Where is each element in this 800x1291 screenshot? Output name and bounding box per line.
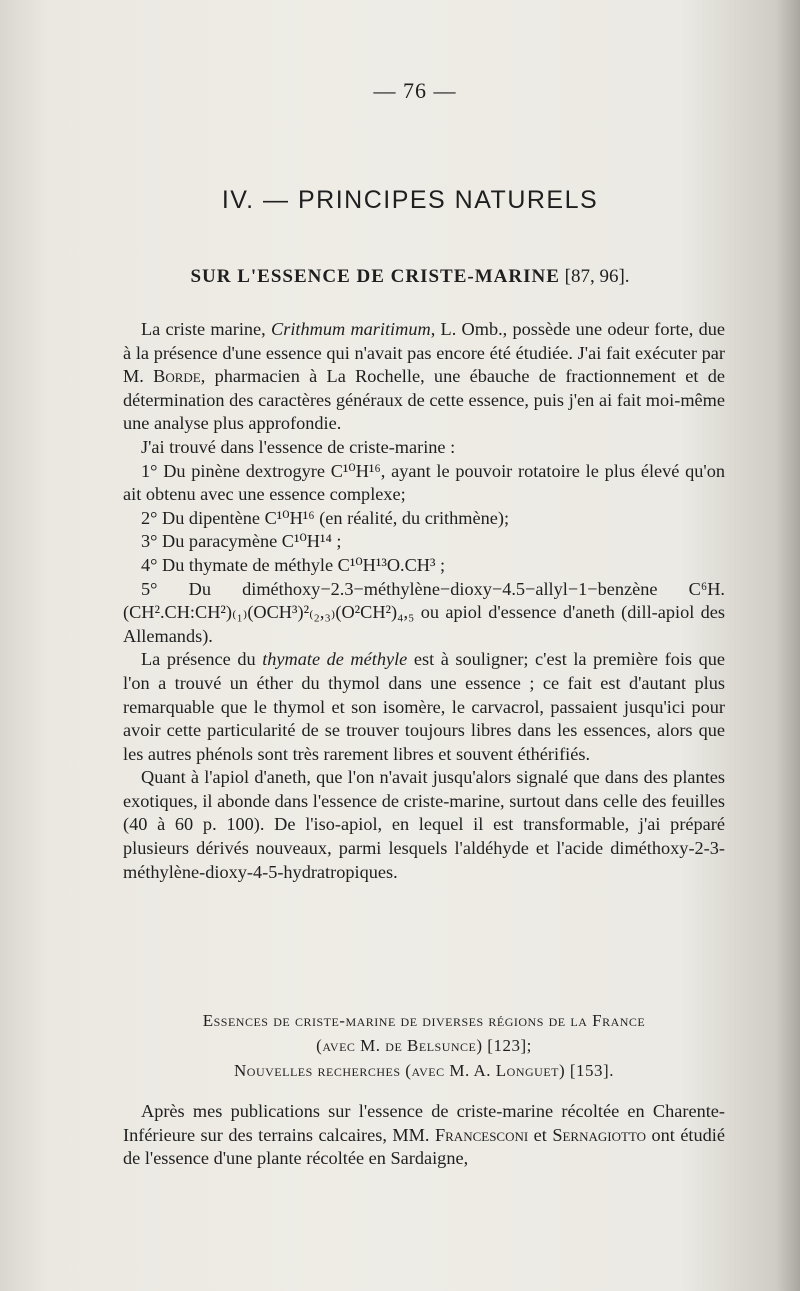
paragraph: Quant à l'apiol d'aneth, que l'on n'avait jusqu'alors signalé que dans des plantes exotiques, il abonde dans l'essence de criste-marine, surtout dans celle des feuilles (40 à 60 p. 100). De l'iso-apiol, en lequel il est transformable, j'ai préparé plusieurs dérivés nouveaux, parmi lesquels l'aldéhyde et l'acide diméthoxy-2-3-méthylène-dioxy-4-5-hydratropiques. bbox=[123, 767, 725, 882]
paragraph bbox=[123, 1100, 725, 1171]
paragraph bbox=[123, 648, 725, 766]
list-item: 5° Du diméthoxy−2.3−méthylène−dioxy−4.5−allyl−1−benzène C⁶H.(CH².CH:CH²)₍₁₎(OCH³)²₍₂,₃₎(O²CH²)₄,₅ ou apiol d'essence d'aneth (dill-apiol des Allemands). bbox=[123, 578, 725, 646]
chapter-title: IV. — PRINCIPES NATURELS bbox=[221, 186, 599, 214]
person-name: Sernagiotto bbox=[552, 1124, 647, 1145]
main-text bbox=[123, 318, 725, 884]
subsection-heading bbox=[123, 1008, 725, 1083]
subsection-heading-line: Essences de criste-marine de diverses régions de la France bbox=[202, 1011, 646, 1030]
section-refs: [87, 96]. bbox=[564, 266, 630, 287]
text-run: , L. Omb., possède une odeur forte, due à la présence d'une essence qui n'avait pas encore été étudiée. J'ai fait exécuter par M. bbox=[123, 319, 725, 387]
text-run: La présence du bbox=[141, 649, 263, 670]
list-item: 1° Du pinène dextrogyre C¹⁰H¹⁶, ayant le pouvoir rotatoire le plus élevé qu'on ait obtenu avec une essence complexe; bbox=[123, 460, 725, 505]
emphasis: thymate de méthyle bbox=[262, 649, 408, 670]
list-item: 4° Du thymate de méthyle C¹⁰H¹³O.CH³ ; bbox=[141, 554, 446, 575]
section-title-text: SUR L'ESSENCE DE CRISTE-MARINE bbox=[190, 266, 560, 287]
paragraph: J'ai trouvé dans l'essence de criste-marine : bbox=[141, 436, 456, 457]
text-run: , pharmacien à La Rochelle, une ébauche de fractionnement et de détermination des caractères généraux de cette essence, puis j'en ai fait moi-même une analyse plus approfondie. bbox=[123, 366, 725, 434]
page-number: — 76 — bbox=[373, 78, 457, 103]
species-name: Crithmum maritimum bbox=[271, 319, 431, 339]
person-name: Francesconi bbox=[434, 1124, 529, 1145]
text-run: ont étudié de l'essence d'une plante récoltée en Sardaigne, bbox=[123, 1124, 725, 1169]
final-text bbox=[123, 1100, 725, 1171]
subsection-heading-line: Nouvelles recherches (avec M. A. Longuet) [153]. bbox=[234, 1061, 614, 1080]
text-run: La criste marine, bbox=[141, 319, 272, 339]
list-item: 2° Du dipentène C¹⁰H¹⁶ (en réalité, du crithmène); bbox=[141, 507, 510, 528]
text-run: Après mes publications sur l'essence de criste-marine récoltée en Charente-Inférieure sur des terrains calcaires, MM. bbox=[123, 1101, 725, 1145]
text-run: et bbox=[528, 1124, 553, 1145]
person-name: Borde bbox=[153, 366, 201, 387]
subsection-heading-line: (avec M. de Belsunce) [123]; bbox=[316, 1036, 532, 1055]
section-title bbox=[0, 266, 800, 288]
paragraph bbox=[123, 318, 725, 436]
text-run: est à souligner; c'est la première fois que l'on a trouvé un éther du thymol dans une essence ; ce fait est d'autant plus remarquable que le thymol et son isomère, le carvacrol, passaient jusqu'ici pour avoir cette particularité de se trouver toujours libres dans les essences, alors que les autres phénols sont très rarement libres et souvent éthérifiés. bbox=[123, 649, 725, 764]
list-item: 3° Du paracymène C¹⁰H¹⁴ ; bbox=[141, 531, 342, 552]
